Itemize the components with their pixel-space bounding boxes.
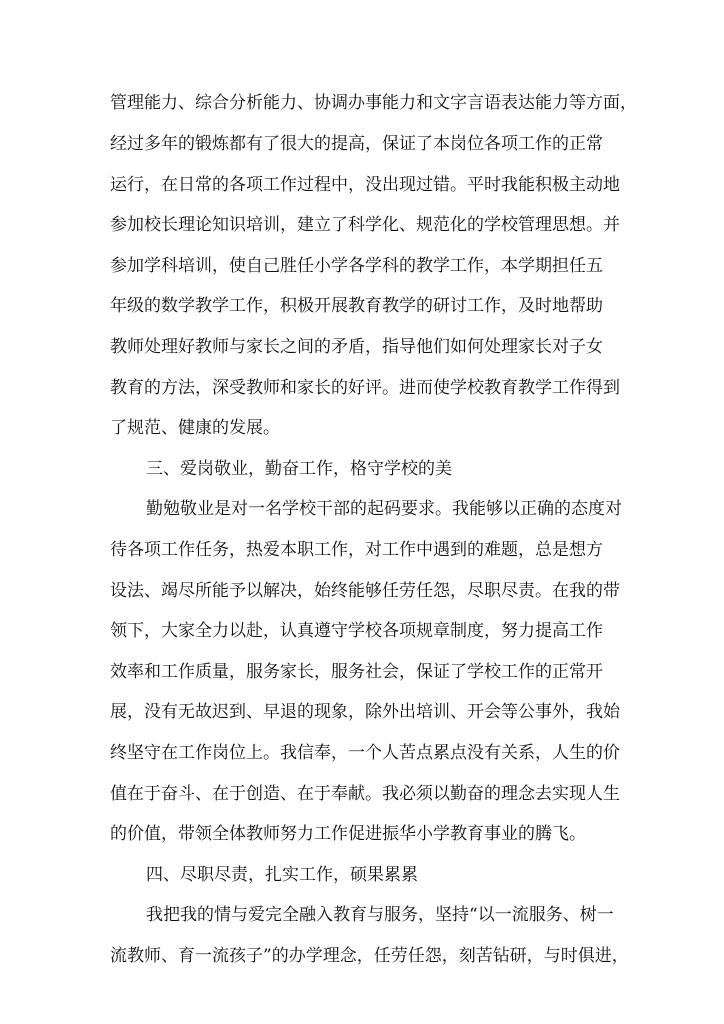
paragraph-line: 展，没有无故迟到、早退的现象，除外出培训、开会等公事外，我始 bbox=[110, 702, 620, 722]
paragraph-line: 参加校长理论知识培训，建立了科学化、规范化的学校管理思想。并 bbox=[110, 215, 620, 235]
paragraph-line: 的价值，带领全体教师努力工作促进振华小学教育事业的腾飞。 bbox=[110, 824, 586, 844]
paragraph-line: 教师处理好教师与家长之间的矛盾，指导他们如何处理家长对子女 bbox=[110, 337, 603, 357]
paragraph-line: 领下，大家全力以赴，认真遵守学校各项规章制度，努力提高工作 bbox=[110, 621, 603, 641]
paragraph-line: 效率和工作质量，服务家长，服务社会，保证了学校工作的正常开 bbox=[110, 662, 603, 682]
paragraph-line: 设法、竭尽所能予以解决，始终能够任劳任怨，尽职尽责。在我的带 bbox=[110, 581, 620, 601]
paragraph-line: 管理能力、综合分析能力、协调办事能力和文字言语表达能力等方面， bbox=[110, 93, 637, 113]
paragraph-line: 待各项工作任务，热爱本职工作，对工作中遇到的难题，总是想方 bbox=[110, 540, 603, 560]
section-heading: 四、尽职尽责，扎实工作，硕果累累 bbox=[146, 865, 418, 885]
paragraph-line: 教育的方法，深受教师和家长的好评。进而使学校教育教学工作得到 bbox=[110, 378, 620, 398]
paragraph-line: 了规范、健康的发展。 bbox=[110, 418, 280, 438]
paragraph-line: 勤勉敬业是对一名学校干部的起码要求。我能够以正确的态度对 bbox=[146, 499, 622, 519]
paragraph-line: 经过多年的锻炼都有了很大的提高，保证了本岗位各项工作的正常 bbox=[110, 134, 603, 154]
paragraph-line: 流教师、育一流孩子”的办学理念，任劳任怨，刻苦钻研，与时俱进， bbox=[110, 946, 629, 966]
paragraph-line: 我把我的情与爱完全融入教育与服务，坚持“以一流服务、树一 bbox=[146, 905, 614, 925]
section-heading: 三、爱岗敬业，勤奋工作，格守学校的美 bbox=[146, 459, 452, 479]
paragraph-line: 参加学科培训，使自己胜任小学各学科的教学工作，本学期担任五 bbox=[110, 256, 603, 276]
paragraph-line: 值在于奋斗、在于创造、在于奉献。我必须以勤奋的理念去实现人生 bbox=[110, 784, 620, 804]
paragraph-line: 运行，在日常的各项工作过程中，没出现过错。平时我能积极主动地 bbox=[110, 175, 620, 195]
paragraph-line: 终坚守在工作岗位上。我信奉，一个人苦点累点没有关系，人生的价 bbox=[110, 743, 620, 763]
paragraph-line: 年级的数学教学工作，积极开展教育教学的研讨工作，及时地帮助 bbox=[110, 296, 603, 316]
